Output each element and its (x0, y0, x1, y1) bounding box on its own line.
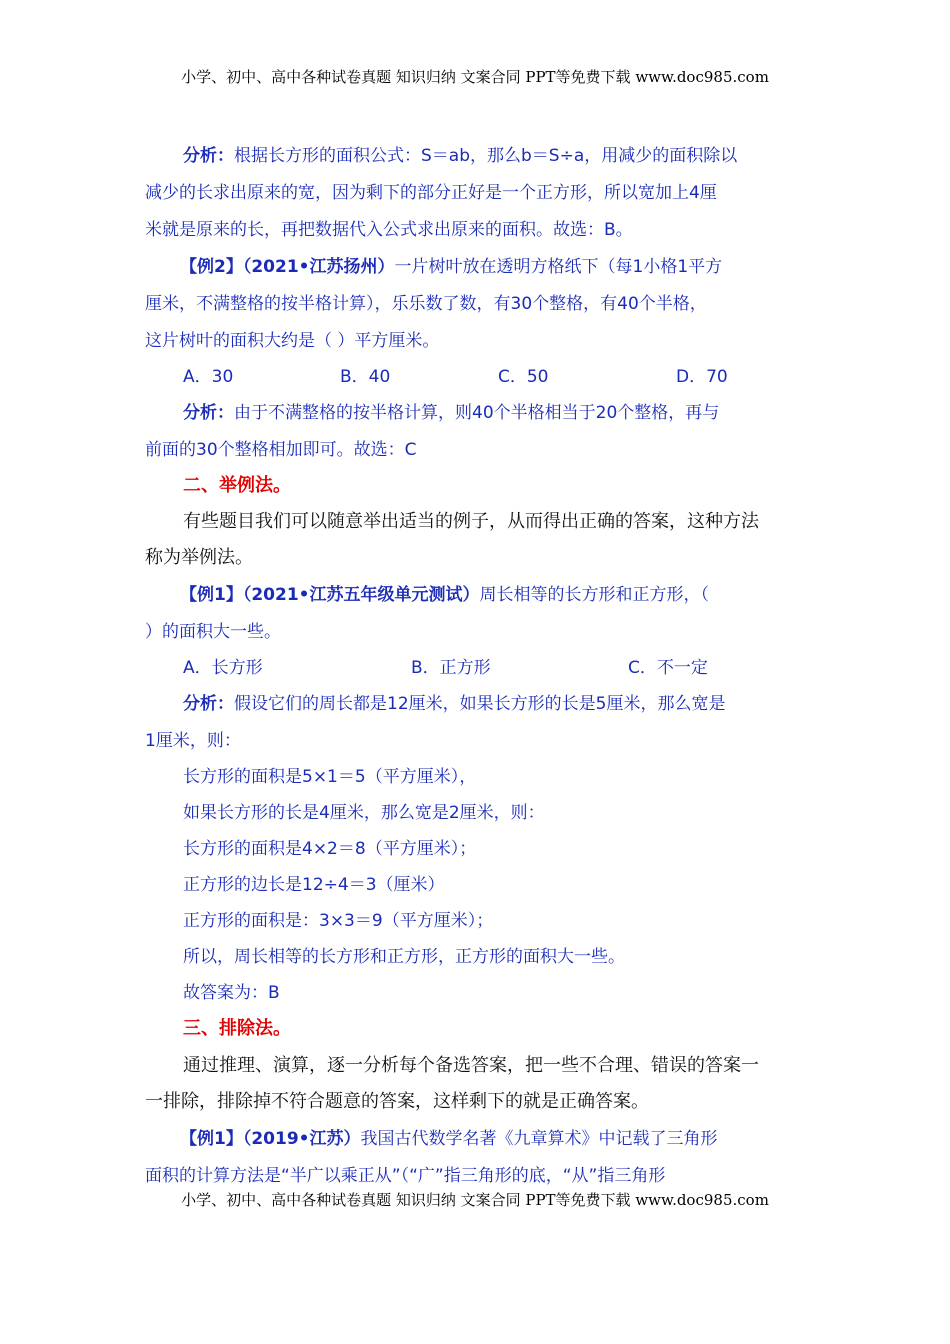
step-line: 故答案为：B (183, 983, 280, 1003)
paragraph-line: 一排除，排除掉不符合题意的答案，这样剩下的就是正确答案。 (145, 1091, 649, 1112)
question-line: 这片树叶的面积大约是（ ）平方厘米。 (145, 331, 440, 351)
step-line: 正方形的边长是12÷4＝3（厘米） (183, 875, 445, 895)
page-footer: 小学、初中、高中各种试卷真题 知识归纳 文案合同 PPT等免费下载 www.doc985.com (181, 1191, 769, 1209)
option-a: A．30 (183, 367, 234, 387)
option-a: A．长方形 (183, 658, 263, 678)
option-d: D．70 (676, 367, 728, 387)
example-tag: 【例1】（2021•江苏五年级单元测试） (180, 585, 480, 605)
step-line: 所以，周长相等的长方形和正方形，正方形的面积大一些。 (183, 947, 625, 967)
example-tag: 【例1】（2019•江苏） (180, 1129, 361, 1149)
analysis-line: 分析：根据长方形的面积公式：S＝ab，那么b＝S÷a，用减少的面积除以 (183, 146, 738, 166)
question-line: 厘米，不满整格的按半格计算），乐乐数了数，有30个整格，有40个半格， (145, 294, 707, 314)
question-line: 面积的计算方法是“半广以乘正从”（“广”指三角形的底，“从”指三角形 (145, 1166, 666, 1186)
paragraph-line: 有些题目我们可以随意举出适当的例子，从而得出正确的答案，这种方法 (183, 511, 759, 532)
step-line: 正方形的面积是：3×3＝9（平方厘米）； (183, 911, 494, 931)
example-question: 【例1】（2021•江苏五年级单元测试）周长相等的长方形和正方形，（ (180, 585, 710, 605)
option-b: B．正方形 (411, 658, 491, 678)
example-question: 【例1】（2019•江苏）我国古代数学名著《九章算术》中记载了三角形 (180, 1129, 718, 1149)
page-header: 小学、初中、高中各种试卷真题 知识归纳 文案合同 PPT等免费下载 www.doc985.com (181, 68, 769, 86)
paragraph-line: 通过推理、演算，逐一分析每个备选答案，把一些不合理、错误的答案一 (183, 1055, 759, 1076)
paragraph-line: 称为举例法。 (145, 547, 253, 568)
analysis-line: 1厘米，则： (145, 731, 241, 751)
example-tag: 【例2】（2021•江苏扬州） (180, 257, 395, 277)
analysis-label: 分析： (183, 146, 234, 166)
step-line: 长方形的面积是4×2＝8（平方厘米）； (183, 839, 477, 859)
step-line: 如果长方形的长是4厘米，那么宽是2厘米，则： (183, 803, 545, 823)
analysis-line: 减少的长求出原来的宽，因为剩下的部分正好是一个正方形，所以宽加上4厘 (145, 183, 717, 203)
section-title: 三、排除法。 (183, 1018, 291, 1039)
analysis-line: 前面的30个整格相加即可。故选：C (145, 440, 417, 460)
question-line: ）的面积大一些。 (145, 622, 281, 642)
section-title: 二、举例法。 (183, 475, 291, 496)
option-c: C．不一定 (628, 658, 708, 678)
example-2-question: 【例2】（2021•江苏扬州）一片树叶放在透明方格纸下（每1小格1平方 (180, 257, 723, 277)
analysis-line: 分析：由于不满整格的按半格计算，则40个半格相当于20个整格，再与 (183, 403, 720, 423)
option-c: C．50 (498, 367, 549, 387)
option-b: B．40 (340, 367, 391, 387)
analysis-line: 米就是原来的长，再把数据代入公式求出原来的面积。故选：B。 (145, 220, 633, 240)
step-line: 长方形的面积是5×1＝5（平方厘米）， (183, 767, 477, 787)
analysis-line: 分析：假设它们的周长都是12厘米，如果长方形的长是5厘米，那么宽是 (183, 694, 726, 714)
